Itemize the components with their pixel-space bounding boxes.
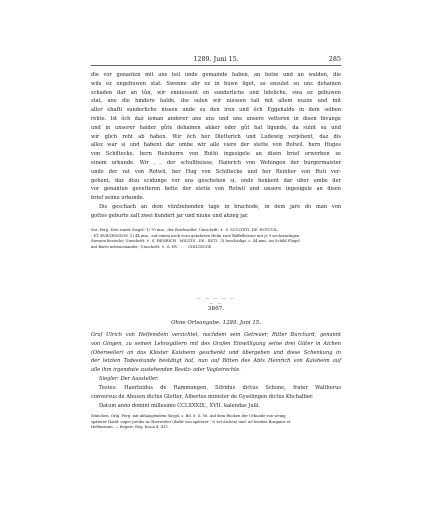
- regest-line: alle ihm irgendwie zustehenden Besitz- oder Vogteirechte.: [91, 367, 241, 374]
- text-line: vor genanten gevetteren bette der stette von Rotwil und unsere ingesigele an disen: [91, 186, 341, 193]
- testes-line: Testes: Haertnidus de Rammungen, Sifridus dictus Schone, frater Waltherus: [99, 385, 341, 391]
- testes: [91, 384, 341, 410]
- footnote-line: mit Borte nebeneinander; Umschrift: ✝. S. HV . . . . CHILTEGGE .: [91, 245, 214, 250]
- regest-line: (Oberweiler) an das Kloster Kaisheim geschenkt und übergeben und diese Schenkung in: [91, 349, 341, 356]
- regest-line: von Gingen, zu seinen Lehnsgütern mit des Grafen Einwilligung seine drei Güter in Aichen: [91, 340, 341, 347]
- footnote-line: Sat. Perg. Drei runde Siegel: 1) 70 mm., der Reichsadler. Umschrift: ✝. S. SCVLTETI. DE. ROTVVIL.: [91, 228, 279, 232]
- text-line: brief seime urkunde.: [91, 195, 145, 202]
- text-line: gottes geburte zalt zwei hundert jar und niune und ahzeg jar.: [91, 212, 249, 219]
- text-line: einem urkunde. Wir . . der schultheisse, Hainrich von Wehingen der burgermaister: [91, 159, 341, 166]
- text-line: rehte. Ist ŏch daz ieman anderer ane uns und une unsere vetteren in disen bivange: [91, 115, 341, 122]
- siegler-line: [91, 375, 341, 384]
- regest-line: Graf Ulrich von Helfenstein verzichtet, nachdem sein Getreuer, Ritter Burchard, genannt: [91, 332, 341, 338]
- text-line: wile ez ungebuwen stat. Swenne abr ez in buwe liget, so ensulet su uns dehainen: [91, 80, 341, 87]
- footnote-line: München, Orig. Perg. mit abhangendem Siegel, s. Bd. 8. S. 56. Auf dem Rücken der Urkunde von wenig: [91, 414, 286, 418]
- footnote-line: . ET. BVRGENSIVM. 2) 44 mm., auf einem nach vorn gekehrten Helm zwei Büffelhörner mit je 9 sechszackigen: [91, 233, 300, 238]
- header-date: 1289. Juni 15.: [193, 55, 239, 63]
- datum-line: Datum anno domini millesimo CCLXXXIX., XVII. kalendas Julii.: [99, 402, 261, 409]
- siegler-text: Siegler: Der Aussteller.: [99, 376, 159, 382]
- header-rule: [91, 65, 341, 66]
- page-number: 285: [328, 55, 341, 63]
- text-line: von Schiltecke, hern Reinherre von Ruthi ingesigele an disen brief erworben ze: [91, 151, 341, 158]
- section-separator: — — — — — — —: [196, 295, 236, 305]
- testes-line: conversus de Ahusen dictus Gletter, Albertus minister de Gyselingen dictus Khchalber.: [91, 393, 314, 400]
- text-line: stat, ane die hindere halde, die sulen wir niessen tail mit allem nuzze und mit: [91, 98, 341, 105]
- footnote-line: Helfenstain. — Regest: Reg. boica 4, 415.: [91, 425, 169, 430]
- text-line: schaden dar an tůn, wir enniessent en sunderliche und lideliche, swa ez gebuwen: [91, 89, 341, 96]
- text-line: die vor genanten mit uns teil unde gemainde haben, an holze und an walden, die: [91, 72, 341, 78]
- document-number: 3867.: [207, 306, 225, 312]
- footnote-line: Sternen besteckt; Umschrift: ✝. S. HENRICH . MILITIS . DE . RVTI . 3) beschädigt, c. 44 mm., im Schild Flügel: [91, 239, 300, 244]
- main-text: [91, 71, 341, 221]
- text-line: Dis geschach an dem vünfzehenden tage in brachode, in dem jare do man von: [99, 203, 341, 210]
- running-header: [91, 55, 341, 63]
- regest: [91, 331, 341, 375]
- footnote-line: späterer Hand: super predio in Oberweiler (dafür von späterer ; t) vel Aichen) und: ad bonitas Burgauw et: [91, 419, 291, 424]
- text-line: wir glich reht ab haben. Wir ŏch her Dietterich und Ludewig verjehent, daz dis: [91, 133, 341, 140]
- text-line: aller ehafti sunderliche nissen unde su den iren und ŏch Eggehalde in dem selben: [91, 107, 341, 114]
- footnote-seals: [91, 228, 341, 251]
- footnote-archive: [91, 414, 341, 431]
- text-line: und in unserer haider gůte dehainen akker oder gůt hat ligende, da sulnt su und: [91, 124, 341, 131]
- text-line: allez war si und habent dar umbe wir alle viere der stette von Rotwil, hern Huges: [91, 142, 341, 149]
- document-dateline: Ohne Ortsangabe. 1289. Juni 15.: [171, 320, 261, 326]
- text-line: gehent, daz disu scidunge vor uns geschehen si, unde henkent dar uber umbe der: [91, 177, 341, 184]
- text-line: unde der rat von Rotwil, her Hug von Schiltecke und her Reinher von Ruti ver-: [91, 168, 341, 175]
- regest-line: der letzten Todesstunde bestätigt hat, nun auf Bitten des Abts Heinrich von Kaisheim auf: [91, 358, 341, 365]
